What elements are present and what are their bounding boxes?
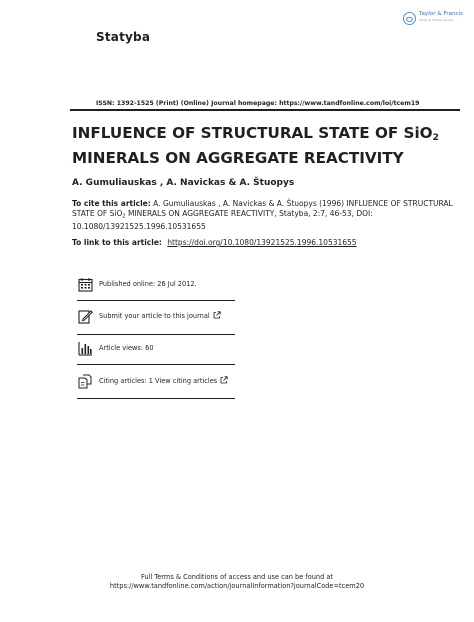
footer-terms	[0, 573, 474, 591]
article-link-line	[72, 238, 357, 247]
edit-document-icon	[77, 308, 94, 324]
citing-articles-link[interactable]: Citing articles: 1 View citing articles	[99, 377, 218, 385]
submit-article-link[interactable]: Submit your article to this journal	[99, 312, 210, 320]
article-title-part1: INFLUENCE OF STRUCTURAL STATE OF SiO	[72, 124, 433, 142]
meta-divider	[77, 300, 235, 301]
article-link-label: To link to this article:	[72, 238, 162, 247]
doi-link[interactable]: https://doi.org/10.1080/13921525.1996.10531655	[167, 238, 357, 247]
publisher-logo[interactable]	[403, 12, 463, 25]
header-divider	[70, 109, 460, 111]
citation-block	[72, 199, 462, 233]
external-link-icon	[220, 376, 228, 386]
published-online-row	[77, 276, 235, 292]
article-title-part2: MINERALS ON AGGREGATE REACTIVITY	[72, 148, 404, 167]
citing-articles-row[interactable]	[77, 373, 235, 389]
citation-label: To cite this article:	[72, 199, 151, 208]
publisher-subline: Taylor & Francis Group	[419, 17, 453, 22]
submit-article-row[interactable]	[77, 308, 235, 324]
article-views-row	[77, 340, 235, 356]
article-title	[72, 124, 452, 168]
footer-terms-link[interactable]: https://www.tandfonline.com/action/journalInformation?journalCode=tcem20	[109, 582, 365, 590]
publisher-logo-icon	[403, 12, 416, 25]
citation-subscript: 2	[122, 213, 126, 220]
issn-line: ISSN: 1392-1525 (Print) (Online) Journal homepage: https://www.tandfonline.com/loi/tcem19	[96, 100, 420, 107]
meta-divider	[77, 398, 235, 399]
bar-chart-icon	[77, 340, 94, 356]
journal-title: Statyba	[96, 30, 151, 44]
citation-text-part2: MINERALS ON AGGREGATE REACTIVITY, Statyba, 2:7, 46-53, DOI: 10.1080/13921525.1996.10531655	[72, 209, 373, 232]
calendar-icon	[77, 276, 94, 292]
article-title-subscript: 2	[432, 133, 439, 143]
external-link-icon	[213, 311, 221, 321]
citing-articles-icon	[77, 373, 94, 389]
publisher-name: Taylor & Francis	[419, 11, 464, 17]
article-views-text: Article views: 60	[99, 344, 154, 352]
footer-terms-text: Full Terms & Conditions of access and use can be found at	[140, 573, 334, 581]
authors: A. Gumuliauskas , A. Navickas & A. Štuopys	[72, 178, 295, 188]
meta-divider	[77, 364, 235, 365]
citation-text-part1: A. Gumuliauskas , A. Navickas & A. Štuopys (1996) INFLUENCE OF STRUCTURAL STATE OF SiO	[72, 199, 453, 219]
published-online-text: Published online: 26 Jul 2012.	[99, 280, 197, 288]
meta-divider	[77, 334, 235, 335]
